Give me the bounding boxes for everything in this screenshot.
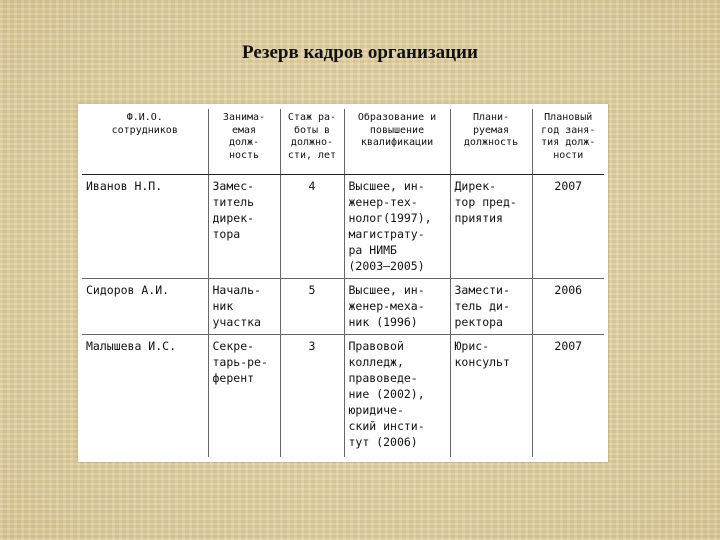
cell-planned-year: 2007: [532, 335, 604, 458]
table-row: [82, 279, 604, 335]
cell-planned-position: Замести- тель ди- ректора: [450, 279, 532, 335]
cell-position: Замес- титель дирек- тора: [208, 175, 280, 279]
header-experience: Стаж ра- боты в должно- сти, лет: [280, 109, 344, 175]
cell-education: Высшее, ин- женер-тех- нолог(1997), магистрату- ра НИМБ (2003–2005): [344, 175, 450, 279]
header-planned-year: Плановый год заня- тия долж- ности: [532, 109, 604, 175]
cell-planned-position: Юрис- консульт: [450, 335, 532, 458]
personnel-reserve-table: [82, 109, 604, 457]
table-header-row: [82, 109, 604, 175]
cell-name: Сидоров А.И.: [82, 279, 208, 335]
header-planned-position: Плани- руемая должность: [450, 109, 532, 175]
cell-experience: 3: [280, 335, 344, 458]
cell-planned-year: 2006: [532, 279, 604, 335]
cell-education: Правовой колледж, правоведе- ние (2002), юридиче- ский инсти- тут (2006): [344, 335, 450, 458]
table-sheet: [78, 104, 608, 462]
header-name: Ф.И.О. сотрудников: [82, 109, 208, 175]
cell-experience: 4: [280, 175, 344, 279]
cell-education: Высшее, ин- женер-меха- ник (1996): [344, 279, 450, 335]
cell-position: Секре- тарь-ре- ферент: [208, 335, 280, 458]
cell-position: Началь- ник участка: [208, 279, 280, 335]
cell-planned-year: 2007: [532, 175, 604, 279]
table-row: [82, 335, 604, 458]
cell-name: Иванов Н.П.: [86, 179, 163, 193]
table-row: [82, 175, 604, 279]
page-title: Резерв кадров организации: [242, 42, 478, 63]
header-education: Образование и повышение квалификации: [344, 109, 450, 175]
cell-name: Малышева И.С.: [82, 335, 208, 458]
cell-planned-position: Дирек- тор пред- приятия: [450, 175, 532, 279]
header-position: Занима- емая долж- ность: [208, 109, 280, 175]
cell-experience: 5: [280, 279, 344, 335]
